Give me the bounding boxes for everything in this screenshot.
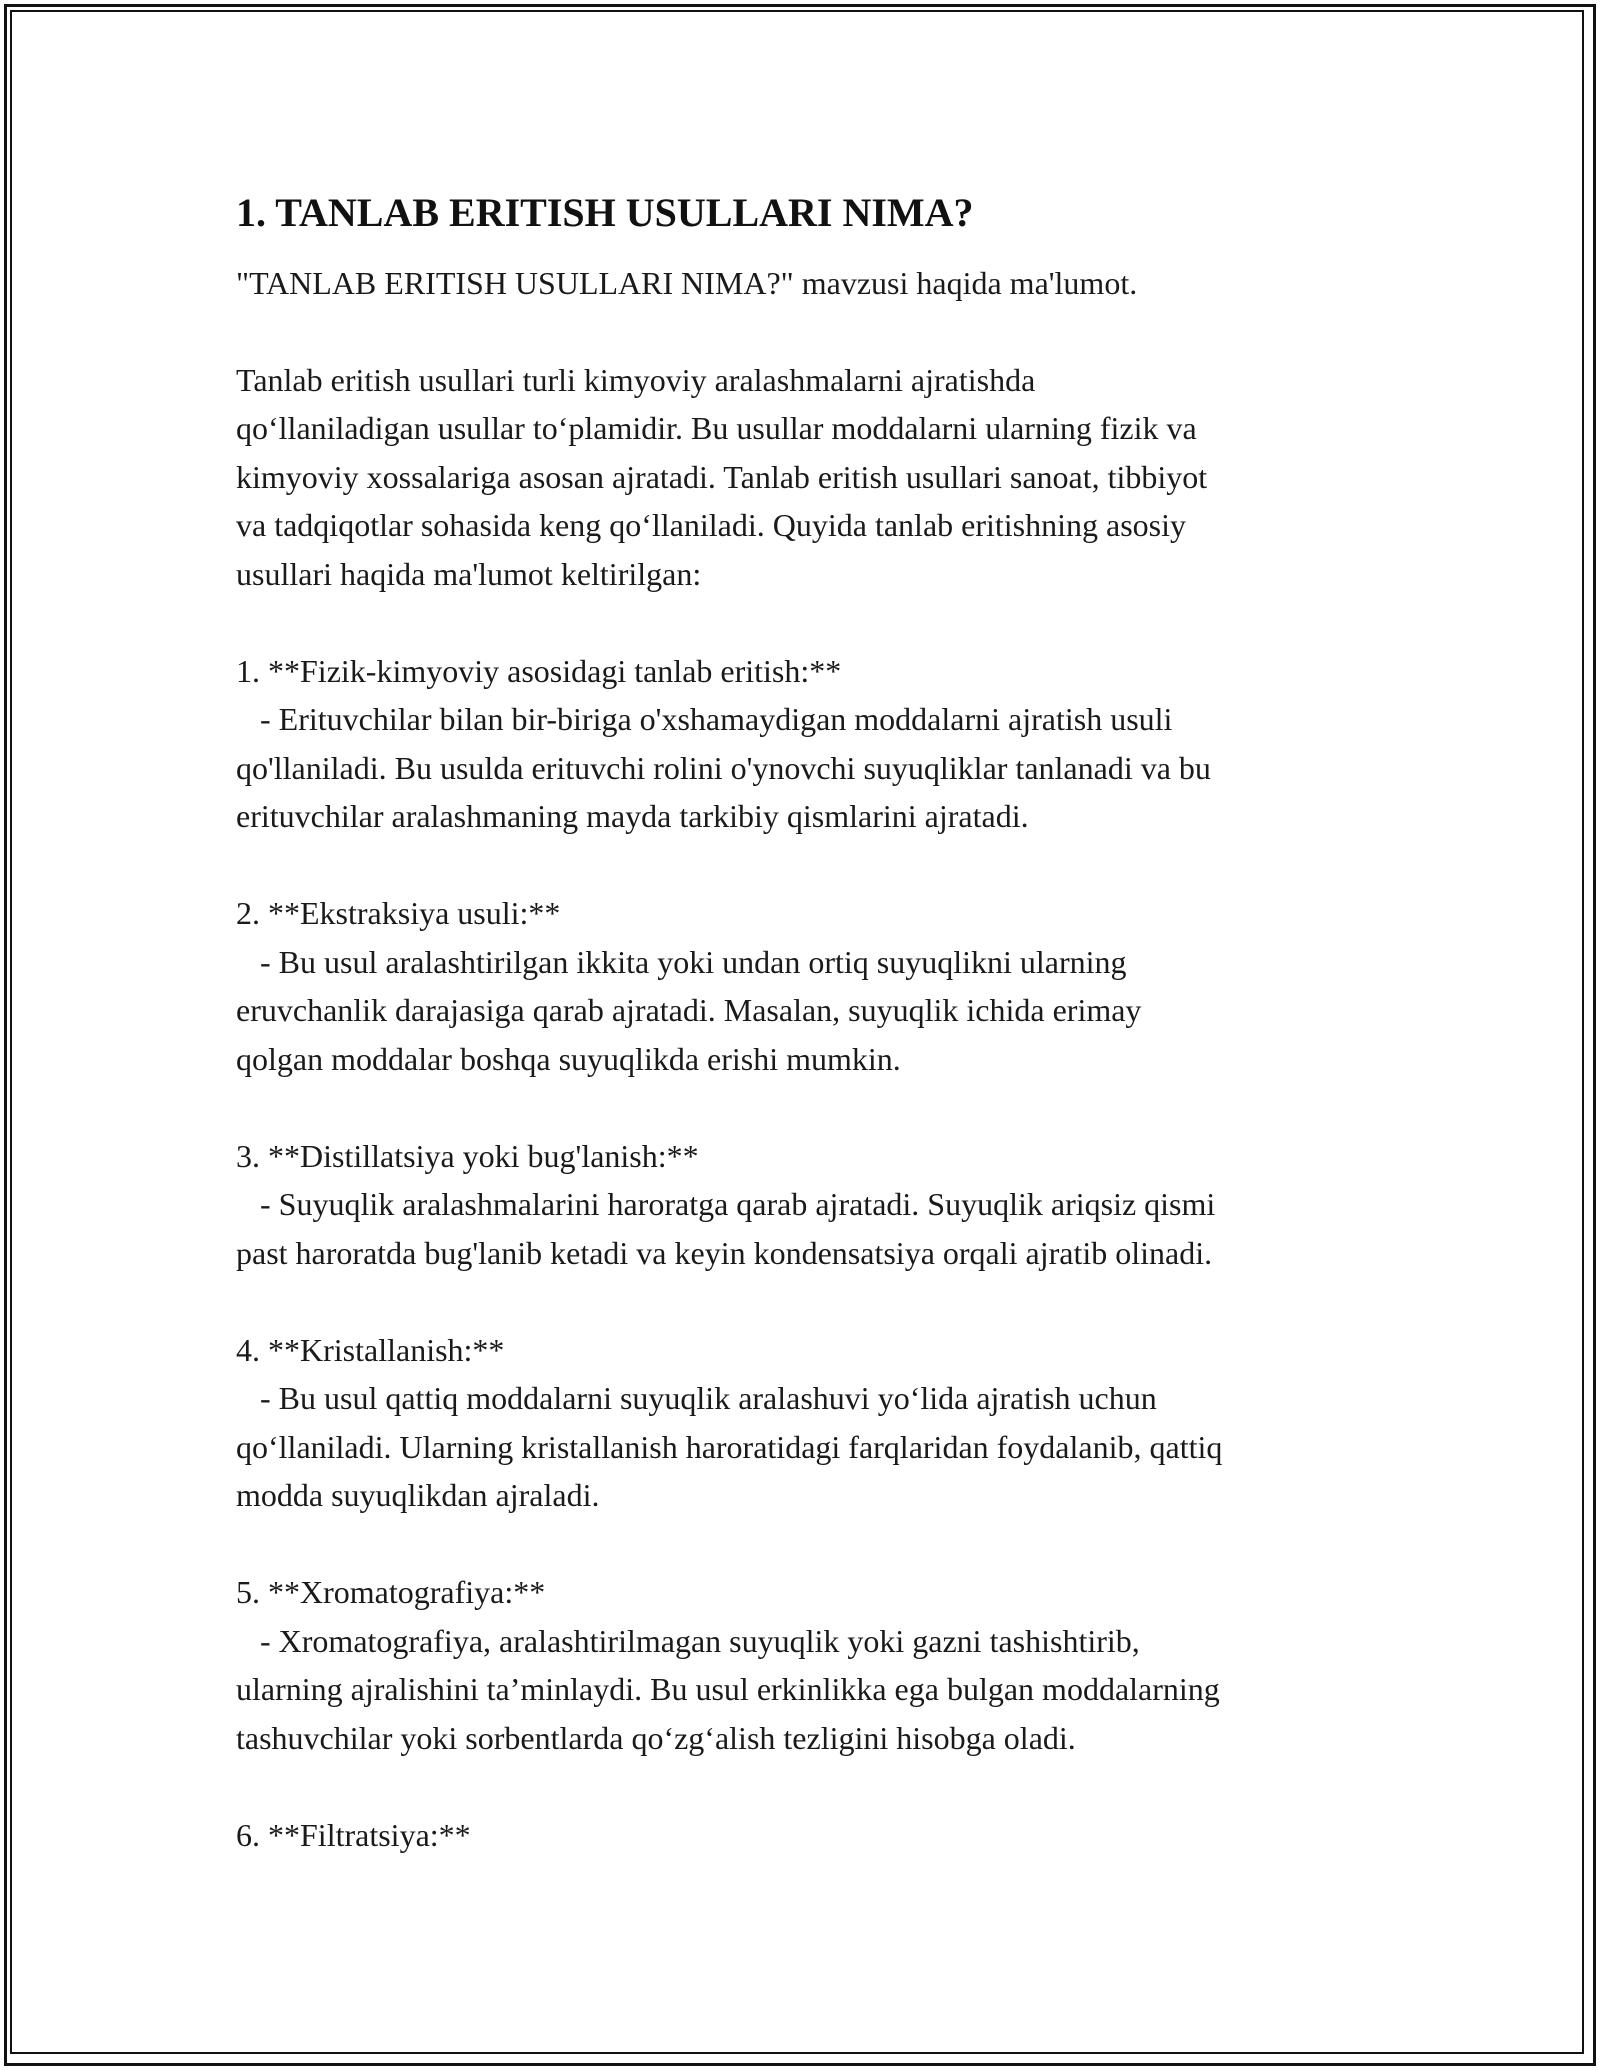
section-heading: 4. **Kristallanish:** xyxy=(236,1331,505,1368)
section-body: - Bu usul qattiq moddalarni suyuqlik aralashuvi yo‘lida ajratish uchun qo‘llaniladi. Ularning kristallanish haroratidagi farqlaridan foydalanib, qattiq modda suyuqlikdan ajraladi. xyxy=(236,1380,1223,1513)
spacer xyxy=(236,1277,1376,1326)
section-heading: 2. **Ekstraksiya usuli:** xyxy=(236,895,561,931)
spacer xyxy=(236,1762,1376,1811)
section-heading: 1. **Fizik-kimyoviy asosidagi tanlab eritish:** xyxy=(236,652,842,689)
section-body: - Bu usul aralashtirilgan ikkita yoki undan ortiq suyuqlikni ularning eruvchanlik darajasiga qarab ajratadi. Masalan, suyuqlik ichida erimay qolgan moddalar boshqa suyuqlikda erishi mumkin. xyxy=(236,943,1142,1077)
spacer xyxy=(236,841,1376,890)
document-title: 1. TANLAB ERITISH USULLARI NIMA? xyxy=(236,190,974,235)
section-body: - Xromatografiya, aralashtirilmagan suyuqlik yoki gazni tashishtirib, ularning ajralishini ta’minlaydi. Bu usul erkinlikka ega bulgan moddalarning tashuvchilar yoki sorbentlarda qo‘zg‘alish tezligini hisobga oladi. xyxy=(236,1622,1220,1756)
spacer xyxy=(236,598,1376,647)
section-body: - Erituvchilar bilan bir-biriga o'xshamaydigan moddalarni ajratish usuli qo'llaniladi. Bu usulda erituvchi rolini o'ynovchi suyuqliklar tanlanadi va bu erituvchilar aralashmaning mayda tarkibiy qismlarini ajratadi. xyxy=(236,701,1211,834)
section-heading: 6. **Filtratsiya:** xyxy=(236,1816,471,1853)
section-heading: 5. **Xromatografiya:** xyxy=(236,1574,546,1610)
spacer xyxy=(236,1083,1376,1132)
section-heading: 3. **Distillatsiya yoki bug'lanish:** xyxy=(236,1137,699,1174)
spacer xyxy=(236,1520,1376,1569)
document-subtitle: "TANLAB ERITISH USULLARI NIMA?" mavzusi haqida ma'lumot. xyxy=(236,265,1138,301)
intro-paragraph: Tanlab eritish usullari turli kimyoviy aralashmalarni ajratishda qo‘llaniladigan usullar to‘plamidir. Bu usullar moddalarni ularning fizik va kimyoviy xossalariga asosan ajratadi. Tanlab eritish usullari sanoat, tibbiyot va tadqiqotlar sohasida keng qo‘llaniladi. Quyida tanlab eritishning asosiy usullari haqida ma'lumot keltirilgan: xyxy=(236,361,1208,592)
document-content xyxy=(236,185,1376,1859)
spacer xyxy=(236,307,1376,356)
section-body: - Suyuqlik aralashmalarini haroratga qarab ajratadi. Suyuqlik ariqsiz qismi past haroratda bug'lanib ketadi va keyin kondensatsiya orqali ajratib olinadi. xyxy=(236,1186,1216,1271)
